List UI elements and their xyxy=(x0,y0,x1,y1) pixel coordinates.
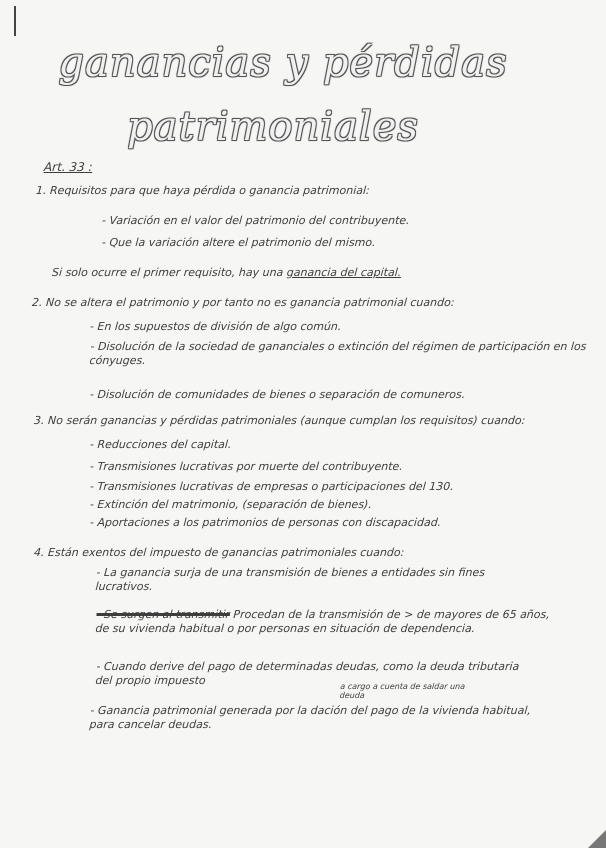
section-4-item-2 xyxy=(95,608,567,636)
section-4-item: - Ganancia patrimonial generada por la dación del pago de la vivienda habitual, para cancelar deudas. xyxy=(89,704,532,731)
section-4-heading: 4. Están exentos del impuesto de ganancias patrimoniales cuando: xyxy=(33,546,405,559)
section-2-heading: 2. No se altera el patrimonio y por tanto no es ganancia patrimonial cuando: xyxy=(31,296,455,309)
page-corner xyxy=(588,830,606,848)
section-1-heading: 1. Requisitos para que haya pérdida o ganancia patrimonial: xyxy=(35,184,371,197)
section-1-note-text: Si solo ocurre el primer requisito, hay una xyxy=(51,266,284,279)
section-4-item-2-text: Procedan de la transmisión de > de mayores de 65 años, de su vivienda habitual o por personas en situación de dependencia. xyxy=(95,608,551,635)
section-3-item: - Transmisiones lucrativas de empresas o participaciones del 130. xyxy=(89,480,455,493)
section-3-item: - Transmisiones lucrativas por muerte del contribuyente. xyxy=(89,460,404,473)
section-4-item: - La ganancia surja de una transmisión de bienes a entidades sin fines lucrativos. xyxy=(95,566,486,593)
section-3-item: - Aportaciones a los patrimonios de personas con discapacidad. xyxy=(89,516,442,529)
section-3-heading: 3. No serán ganancias y pérdidas patrimoniales (aunque cumplan los requisitos) cuando: xyxy=(33,414,526,427)
struck-text: - Se surgen al transmitir xyxy=(96,608,231,621)
section-4-item: - Cuando derive del pago de determinadas deudas, como la deuda tributaria del propio impuesto xyxy=(95,660,520,687)
section-1-item: - Que la variación altere el patrimonio del mismo. xyxy=(101,236,377,249)
article-label: Art. 33 : xyxy=(43,160,94,174)
section-1-note xyxy=(52,266,402,280)
section-3-item: - Reducciones del capital. xyxy=(89,438,232,451)
section-1-item: - Variación en el valor del patrimonio del contribuyente. xyxy=(101,214,411,227)
margin-annotation: a cargo a cuenta de saldar una deuda xyxy=(339,682,466,700)
section-3-item: - Extinción del matrimonio, (separación de bienes). xyxy=(89,498,373,511)
page-title-line2: patrimoniales xyxy=(127,104,419,150)
section-1-note-underlined: ganancia del capital. xyxy=(286,266,402,279)
section-2-item: - Disolución de comunidades de bienes o separación de comuneros. xyxy=(89,388,466,401)
page-title-line1: ganancias y pérdidas xyxy=(58,40,508,86)
section-2-item: - En los supuestos de división de algo común. xyxy=(89,320,342,333)
section-2-item: - Disolución de la sociedad de gananciales o extinción del régimen de participación en los cónyuges. xyxy=(89,340,587,367)
margin-line xyxy=(14,6,16,36)
